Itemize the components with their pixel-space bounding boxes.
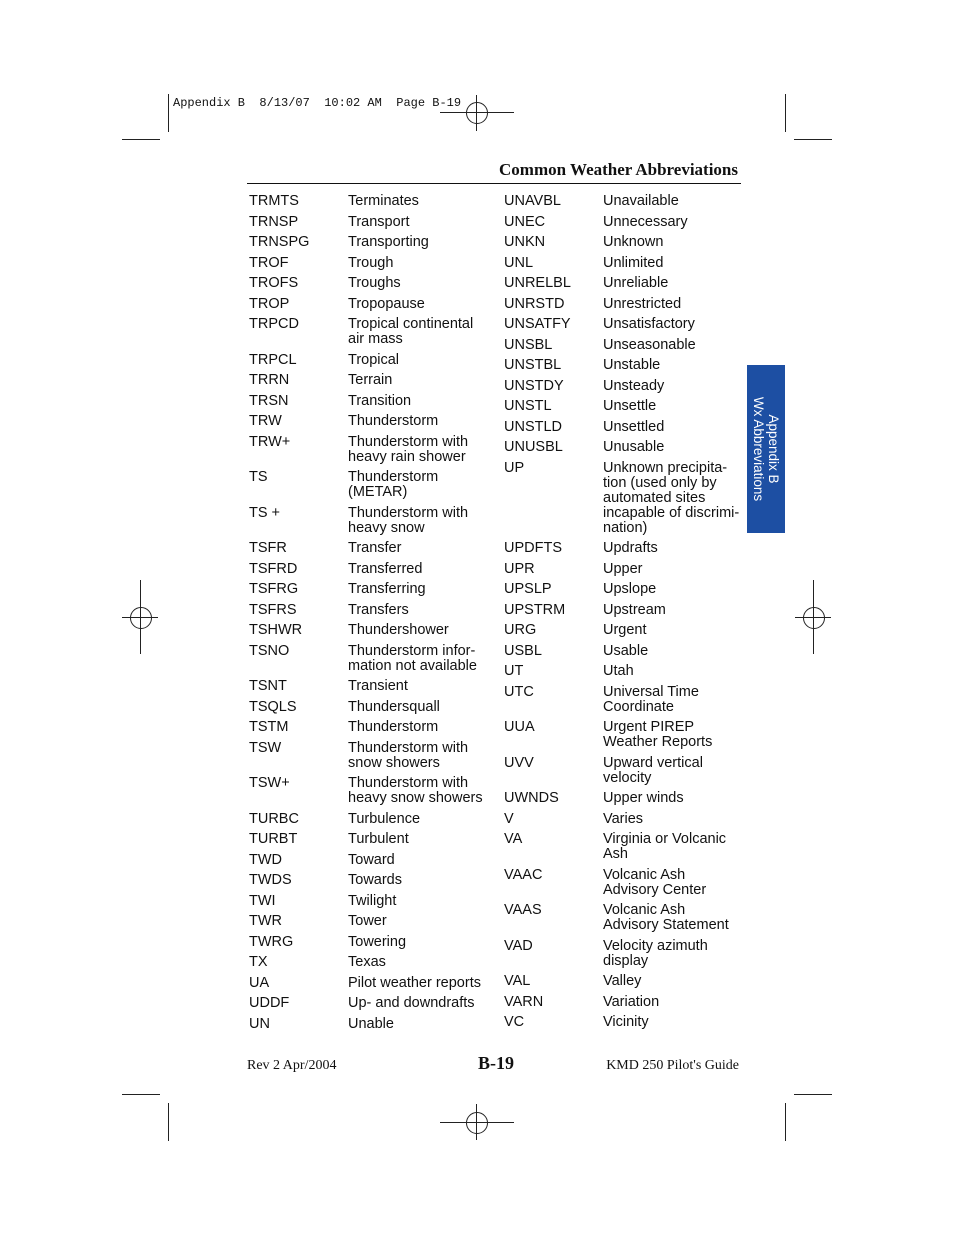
definition-line: Unknown precipita-: [603, 459, 728, 476]
abbreviation-code: TSFRG: [249, 581, 299, 597]
abbreviation-definition: [348, 1017, 394, 1032]
crop-mark: [168, 1103, 169, 1141]
definition-line: Trough: [348, 254, 394, 271]
abbreviation-code: V: [504, 810, 514, 827]
definition-line: heavy snow: [348, 519, 425, 536]
definition-line: Transition: [348, 392, 412, 409]
abbreviation-code: UNSTDY: [504, 377, 564, 394]
abbreviation-definition: [603, 541, 658, 556]
definition-line: Unrestricted: [603, 295, 682, 312]
abbreviation-code: UNL: [504, 254, 534, 271]
definition-line: Thundershower: [348, 622, 449, 638]
abbreviation-definition: [348, 700, 440, 715]
abbreviation-definition: [603, 338, 696, 353]
definition-line: Up- and downdrafts: [348, 995, 475, 1011]
abbreviation-code: VC: [504, 1014, 525, 1030]
definition-line: Unusable: [603, 439, 665, 455]
abbreviation-definition: [348, 644, 477, 674]
crop-mark: [785, 1103, 786, 1141]
print-slug: Appendix B 8/13/07 10:02 AM Page B-19: [173, 96, 462, 110]
abbreviation-code: UNSBL: [504, 336, 553, 353]
abbreviation-code: VAL: [504, 973, 531, 989]
abbreviation-definition: [348, 215, 410, 230]
crop-mark: [122, 1094, 160, 1095]
abbreviation-code: USBL: [504, 642, 542, 659]
definition-line: Turbulent: [348, 831, 409, 847]
abbreviation-code: UNSATFY: [504, 316, 571, 332]
abbreviation-definition: [348, 679, 408, 694]
page-number: B-19: [478, 1053, 514, 1073]
definition-line: Terminates: [348, 193, 419, 209]
abbreviation-code: UNRSTD: [504, 295, 565, 312]
definition-line: Volcanic Ash: [603, 866, 686, 883]
definition-line: Varies: [603, 810, 644, 827]
abbreviation-definition: [348, 812, 420, 827]
abbreviation-definition: [348, 741, 468, 771]
definition-line: Upward vertical: [603, 754, 703, 771]
section-tab-line1: Appendix B: [766, 414, 781, 484]
definition-line: Transient: [348, 678, 408, 694]
abbreviation-code: UNEC: [504, 213, 546, 230]
definition-line: Upslope: [603, 581, 657, 597]
abbreviation-definition: [603, 812, 643, 827]
abbreviation-definition: [348, 582, 426, 597]
definition-line: Advisory Statement: [603, 917, 729, 933]
abbreviation-definition: [603, 235, 663, 250]
abbreviation-definition: [603, 215, 688, 230]
abbreviation-code: TSW+: [249, 775, 290, 791]
abbreviation-definition: [348, 506, 468, 536]
definition-line: Thunderstorm with: [348, 739, 469, 756]
definition-line: Unseasonable: [603, 336, 696, 353]
abbreviation-code: TS +: [249, 504, 281, 521]
abbreviation-code: UNUSBL: [504, 439, 563, 455]
abbreviation-definition: [348, 276, 401, 291]
definition-line: Upper: [603, 560, 643, 577]
abbreviation-definition: [603, 440, 664, 455]
definition-line: Unsettle: [603, 398, 657, 414]
abbreviation-code: UPDFTS: [504, 540, 562, 556]
definition-line: display: [603, 952, 649, 969]
definition-line: Thunderstorm: [348, 719, 439, 735]
definition-line: Terrain: [348, 372, 393, 388]
abbreviation-code: TRW+: [249, 433, 291, 450]
abbreviation-definition: [603, 297, 681, 312]
abbreviation-definition: [603, 562, 643, 577]
definition-line: Weather Reports: [603, 734, 713, 750]
definition-line: Unsatisfactory: [603, 316, 695, 332]
definition-line: Advisory Center: [603, 881, 707, 898]
definition-line: air mass: [348, 331, 403, 347]
abbreviation-definition: [348, 194, 419, 209]
abbreviation-code: TRNSP: [249, 213, 299, 230]
abbreviation-definition: [603, 644, 648, 659]
abbreviation-definition: [603, 582, 656, 597]
abbreviation-definition: [348, 435, 468, 465]
abbreviation-definition: [348, 235, 429, 250]
definition-line: Utah: [603, 663, 634, 679]
abbreviation-code: TSQLS: [249, 698, 297, 715]
abbreviation-code: UTC: [504, 683, 534, 700]
abbreviation-definition: [603, 685, 699, 715]
abbreviation-code: VARN: [504, 993, 544, 1010]
abbreviation-definition: [603, 974, 641, 989]
abbreviation-definition: [348, 317, 473, 347]
abbreviation-code: TWRG: [249, 933, 294, 950]
definition-line: velocity: [603, 769, 652, 786]
abbreviation-definition: [348, 853, 395, 868]
abbreviation-code: TSFR: [249, 540, 287, 556]
crop-mark: [122, 139, 160, 140]
definition-line: Troughs: [348, 275, 401, 291]
definition-line: Tower: [348, 913, 387, 929]
abbreviation-definition: [603, 379, 664, 394]
abbreviation-code: UNSTBL: [504, 357, 562, 373]
definition-line: Thunderstorm with: [348, 775, 469, 791]
abbreviation-definition: [348, 373, 392, 388]
abbreviation-definition: [348, 720, 438, 735]
definition-line: automated sites: [603, 489, 706, 506]
definition-line: heavy snow showers: [348, 790, 483, 806]
abbreviation-code: TWI: [249, 892, 276, 909]
abbreviation-code: TSHWR: [249, 622, 303, 638]
definition-line: Vicinity: [603, 1014, 649, 1030]
definition-line: Unstable: [603, 357, 661, 373]
abbreviation-code: VAAS: [504, 902, 542, 918]
abbreviation-code: UN: [249, 1015, 270, 1032]
abbreviation-code: VAD: [504, 937, 533, 954]
definition-line: Unsettled: [603, 418, 665, 435]
abbreviation-definition: [603, 903, 729, 933]
abbreviation-code: TRW: [249, 413, 282, 429]
definition-line: Tropical continental: [348, 316, 474, 332]
definition-line: Toward: [348, 851, 395, 868]
definition-line: Upper winds: [603, 790, 684, 806]
definition-line: heavy rain shower: [348, 448, 466, 465]
page-title: Common Weather Abbreviations: [499, 160, 738, 179]
abbreviation-definition: [603, 939, 708, 969]
definition-line: Upstream: [603, 601, 666, 618]
abbreviation-code: UWNDS: [504, 790, 559, 806]
abbreviation-code: TS: [249, 469, 268, 485]
definition-line: snow showers: [348, 754, 440, 771]
abbreviation-code: TSFRD: [249, 560, 298, 577]
definition-line: Thunderstorm: [348, 469, 439, 485]
definition-line: Usable: [603, 642, 649, 659]
abbreviation-code: UT: [504, 663, 524, 679]
definition-line: Transfer: [348, 540, 402, 556]
abbreviation-definition: [603, 256, 663, 271]
crop-mark: [168, 94, 169, 132]
definition-line: Unsteady: [603, 377, 665, 394]
footer-guide-title: KMD 250 Pilot's Guide: [606, 1058, 739, 1073]
abbreviation-definition: [348, 562, 422, 577]
abbreviation-definition: [603, 720, 712, 750]
definition-line: Towards: [348, 872, 402, 888]
abbreviation-code: UA: [249, 974, 270, 991]
abbreviation-definition: [603, 756, 703, 786]
abbreviation-definition: [603, 791, 684, 806]
definition-line: Ash: [603, 846, 628, 862]
abbreviation-code: TROF: [249, 254, 289, 271]
section-tab-line2: Wx Abbreviations: [751, 396, 766, 502]
section-tab-label: [751, 397, 781, 501]
definition-line: Unavailable: [603, 193, 679, 209]
abbreviation-code: VA: [504, 831, 523, 847]
definition-line: Transport: [348, 213, 410, 230]
definition-line: Thundersquall: [348, 698, 440, 715]
abbreviation-definition: [348, 894, 396, 909]
abbreviation-definition: [348, 470, 438, 500]
definition-line: tion (used only by: [603, 474, 717, 491]
definition-line: Transporting: [348, 234, 429, 250]
section-tab: [747, 365, 785, 533]
abbreviation-code: TWD: [249, 851, 283, 868]
abbreviation-definition: [348, 873, 402, 888]
abbreviation-definition: [348, 914, 387, 929]
abbreviation-code: TX: [249, 954, 268, 970]
definition-line: Coordinate: [603, 698, 674, 715]
definition-line: Valley: [603, 973, 642, 989]
definition-line: Tropopause: [348, 295, 425, 312]
abbreviation-code: UNAVBL: [504, 193, 561, 209]
definition-line: Thunderstorm with: [348, 433, 469, 450]
abbreviation-definition: [603, 276, 668, 291]
abbreviation-code: TSNO: [249, 642, 290, 659]
abbreviation-definition: [348, 955, 386, 970]
abbreviation-definition: [603, 358, 660, 373]
crop-mark: [794, 139, 832, 140]
abbreviation-code: TRSN: [249, 392, 289, 409]
abbreviation-definition: [603, 868, 706, 898]
abbreviation-code: TRPCL: [249, 351, 297, 368]
abbreviation-code: TSW: [249, 739, 282, 756]
abbreviation-definition: [603, 420, 664, 435]
abbreviation-definition: [603, 664, 634, 679]
title-rule: [247, 183, 741, 184]
definition-line: Unreliable: [603, 275, 669, 291]
definition-line: Pilot weather reports: [348, 974, 481, 991]
abbreviation-definition: [348, 603, 409, 618]
definition-line: incapable of discrimi-: [603, 504, 740, 521]
abbreviation-code: URG: [504, 622, 537, 638]
abbreviation-code: TROFS: [249, 275, 299, 291]
definition-line: Turbulence: [348, 810, 421, 827]
abbreviation-code: UNSTLD: [504, 418, 563, 435]
abbreviation-definition: [348, 353, 399, 368]
abbreviation-definition: [348, 623, 449, 638]
definition-line: Velocity azimuth: [603, 937, 708, 954]
abbreviation-definition: [348, 832, 409, 847]
definition-line: Urgent: [603, 622, 647, 638]
definition-line: nation): [603, 519, 648, 536]
abbreviation-definition: [348, 541, 401, 556]
definition-line: Volcanic Ash: [603, 902, 686, 918]
abbreviation-definition: [348, 996, 475, 1011]
abbreviation-definition: [603, 603, 666, 618]
abbreviation-code: UPSTRM: [504, 601, 566, 618]
abbreviation-code: TRRN: [249, 372, 290, 388]
abbreviation-definition: [348, 776, 483, 806]
definition-line: Unnecessary: [603, 213, 688, 230]
abbreviation-definition: [348, 394, 411, 409]
abbreviation-definition: [603, 461, 739, 536]
abbreviation-code: UPSLP: [504, 581, 552, 597]
definition-line: Thunderstorm infor-: [348, 642, 476, 659]
abbreviation-code: TRMTS: [249, 193, 299, 209]
definition-line: Unable: [348, 1015, 394, 1032]
definition-line: (METAR): [348, 484, 408, 500]
abbreviation-code: TROP: [249, 295, 290, 312]
abbreviation-definition: [348, 297, 425, 312]
abbreviation-definition: [348, 414, 438, 429]
abbreviation-definition: [603, 1015, 649, 1030]
definition-line: Transfers: [348, 601, 409, 618]
definition-line: Thunderstorm with: [348, 504, 469, 521]
definition-line: Unlimited: [603, 254, 664, 271]
crop-mark: [794, 1094, 832, 1095]
abbreviation-definition: [603, 399, 656, 414]
definition-line: Universal Time: [603, 683, 699, 700]
abbreviation-code: UNKN: [504, 234, 546, 250]
abbreviation-code: UVV: [504, 754, 534, 771]
abbreviation-definition: [348, 976, 481, 991]
abbreviation-code: TURBC: [249, 810, 299, 827]
abbreviation-code: TWDS: [249, 872, 292, 888]
definition-line: Towering: [348, 933, 407, 950]
abbreviation-code: TSTM: [249, 719, 289, 735]
footer-revision: Rev 2 Apr/2004: [247, 1058, 337, 1073]
abbreviation-code: UUA: [504, 719, 535, 735]
abbreviation-definition: [603, 623, 647, 638]
definition-line: Urgent PIREP: [603, 719, 695, 735]
abbreviation-definition: [603, 832, 726, 862]
abbreviation-code: TRNSPG: [249, 234, 310, 250]
definition-line: Twilight: [348, 892, 397, 909]
abbreviation-definition: [603, 194, 679, 209]
abbreviation-code: UNSTL: [504, 398, 552, 414]
abbreviation-code: TWR: [249, 913, 283, 929]
abbreviation-code: TSNT: [249, 678, 287, 694]
abbreviation-code: TRPCD: [249, 316, 299, 332]
definition-line: Virginia or Volcanic: [603, 831, 727, 847]
crop-mark: [785, 94, 786, 132]
definition-line: Updrafts: [603, 540, 658, 556]
definition-line: Tropical: [348, 351, 400, 368]
definition-line: Variation: [603, 993, 660, 1010]
abbreviation-definition: [603, 317, 695, 332]
abbreviation-definition: [348, 935, 406, 950]
abbreviation-definition: [603, 995, 659, 1010]
abbreviation-code: TURBT: [249, 831, 298, 847]
definition-line: mation not available: [348, 657, 477, 674]
abbreviation-code: UP: [504, 459, 525, 476]
definition-line: Thunderstorm: [348, 413, 439, 429]
abbreviation-code: UDDF: [249, 995, 290, 1011]
definition-line: Transferred: [348, 560, 423, 577]
abbreviation-code: UPR: [504, 560, 535, 577]
definition-line: Texas: [348, 954, 386, 970]
abbreviation-code: VAAC: [504, 866, 543, 883]
abbreviation-code: UNRELBL: [504, 275, 571, 291]
definition-line: Unknown: [603, 234, 664, 250]
definition-line: Transferring: [348, 581, 426, 597]
abbreviation-code: TSFRS: [249, 601, 297, 618]
abbreviation-definition: [348, 256, 393, 271]
